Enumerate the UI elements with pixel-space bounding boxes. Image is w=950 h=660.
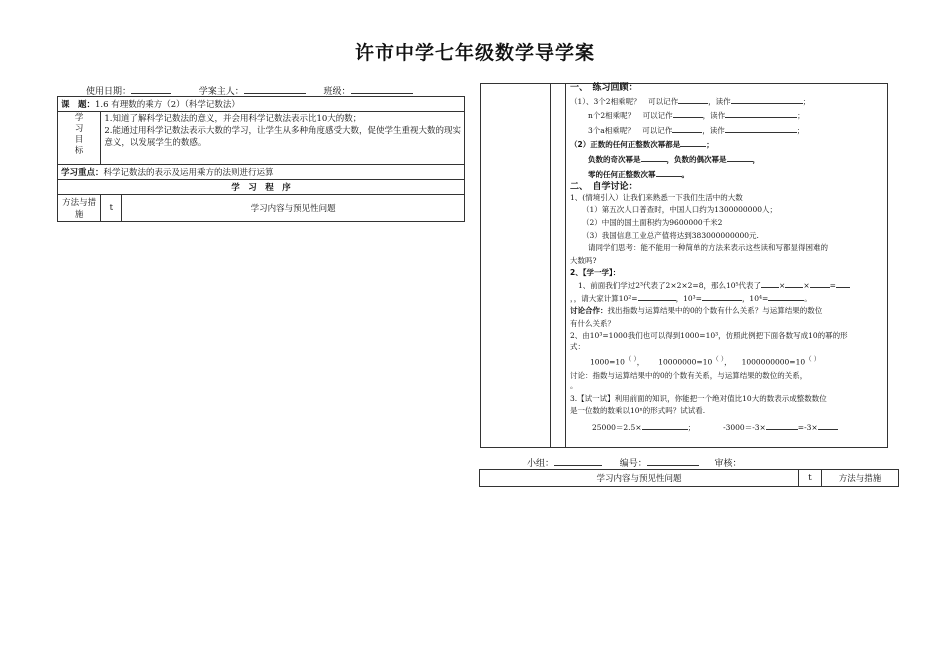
right-divider-1 (550, 83, 551, 448)
focus-text: 科学记数法的表示及运用乘方的法则进行运算 (103, 168, 274, 178)
discuss-p1e: 大数吗? (570, 255, 597, 265)
review-q2b: 负数的奇次幂是 ，负数的偶次幂是 ， (588, 154, 760, 164)
class-label: 班级： (323, 87, 351, 97)
page-title: 许市中学七年级数学导学案 (354, 42, 595, 64)
review-line-3: 3个a相乘呢？ 可以记作 ，读作 ； (588, 125, 805, 135)
bottom-col-content: 学习内容与预见性问题 (480, 470, 799, 487)
power-discuss: 讨论：指数与运算结果中的0的个数有关系，与运算结果的数位的关系， (570, 370, 808, 380)
group-label: 小组： (527, 459, 555, 469)
discuss-coop-2: 有什么关系？ (570, 318, 615, 328)
bottom-col-t: t (799, 470, 822, 487)
try-line-1: 3.【试一试】利用前面的知识，你能把一个绝对值比10大的数表示成整数数位 (570, 393, 827, 403)
owner-field[interactable] (244, 84, 306, 94)
focus-label: 学习重点： (61, 168, 104, 178)
right-content (570, 83, 886, 434)
number-label: 编号： (619, 459, 647, 469)
class-field[interactable] (351, 84, 413, 94)
goal-2b: 意义，以发展学生的数感。 (104, 138, 207, 148)
review-line-1: （1）、3个2相乘呢？ 可以记作 ，读作 ； (570, 96, 811, 106)
group-field[interactable] (554, 456, 602, 466)
discuss-p1d: 请同学们思考：能不能用一种简单的方法来表示这些读和写都显得困难的 (588, 243, 828, 253)
topic-label: 课 题： (61, 100, 96, 110)
date-field[interactable] (131, 84, 171, 94)
review-q2: （2）正数的任何正整数次幂都是 ； (570, 140, 714, 150)
goal-label: 学习目标 (58, 112, 101, 165)
power-form-line-2: 式： (570, 341, 585, 351)
date-label: 使用日期： (86, 87, 132, 97)
goal-2a: 2.能通过用科学记数法表示大数的学习，让学生从多种角度感受大数，促使学生重视大数的现实 (104, 126, 461, 136)
discuss-p1a: （1）第五次人口普查时，中国人口约为1300000000人； (582, 205, 777, 215)
col-content: 学习内容与预见性问题 (122, 195, 465, 222)
owner-label: 学案主人： (198, 87, 244, 97)
discuss-p1c: （3）我国信息工业总产值将达到383000000000元. (582, 230, 759, 240)
review-line-2: n个2相乘呢？ 可以记作 ，读作 ； (588, 111, 805, 121)
number-field[interactable] (647, 456, 699, 466)
try-line-2: 是一位数的数乘以10ⁿ的形式吗？试试看. (570, 406, 706, 416)
goal-1: 1.知道了解科学记数法的意义，并会用科学记数法表示比10大的数； (104, 114, 362, 124)
procedure-header: 学 习 程 序 (58, 180, 465, 195)
section-discuss-title: 二、 自学讨论： (570, 182, 638, 193)
learn-line-1: 1、前面我们学过2³代表了2×2×2=8，那么10⁵代表了 × × = (578, 279, 886, 292)
right-divider-2 (565, 83, 566, 448)
discuss-coop: 讨论合作：找出指数与运算结果中的0的个数有什么关系？与运算结果的数位 (570, 306, 823, 316)
power-discuss-end: 。 (570, 381, 578, 391)
review-label: 审核： (714, 459, 742, 469)
footer-line (527, 456, 742, 469)
review-q2d: 零的任何正整数次幂 。 (588, 169, 689, 179)
bottom-col-method: 方法与措施 (822, 470, 899, 487)
learn-title: 2、【学一学】： (570, 268, 621, 278)
try-examples: 25000＝2.5× ； -3000＝-3× =-3× (592, 421, 886, 434)
bottom-table (479, 469, 899, 487)
col-method: 方法与措施 (58, 195, 101, 222)
discuss-p1b: （2）中国的国土面积约为9600000千米2 (582, 217, 723, 227)
col-t: t (101, 195, 122, 222)
learn-line-2: ，，请大家计算10²= ，10³= ，10⁴= 。 (570, 293, 812, 303)
discuss-p1: 1、(情境引入）让我们来熟悉一下我们生活中的大数 (570, 192, 743, 202)
power-form-examples: 1000=10（ ）， 10000000=10（ ）， 1000000000=10（ ） (590, 355, 821, 367)
section-review-title: 一、 练习回顾： (570, 83, 638, 93)
topic-text: 1.6 有理数的乘方（2）（科学记数法） (95, 100, 240, 110)
power-form-line: 2、由10³=1000我们也可以得到1000=10³，仿照此例把下面各数写成10的幂的形 (570, 331, 848, 341)
lesson-table (57, 96, 465, 222)
